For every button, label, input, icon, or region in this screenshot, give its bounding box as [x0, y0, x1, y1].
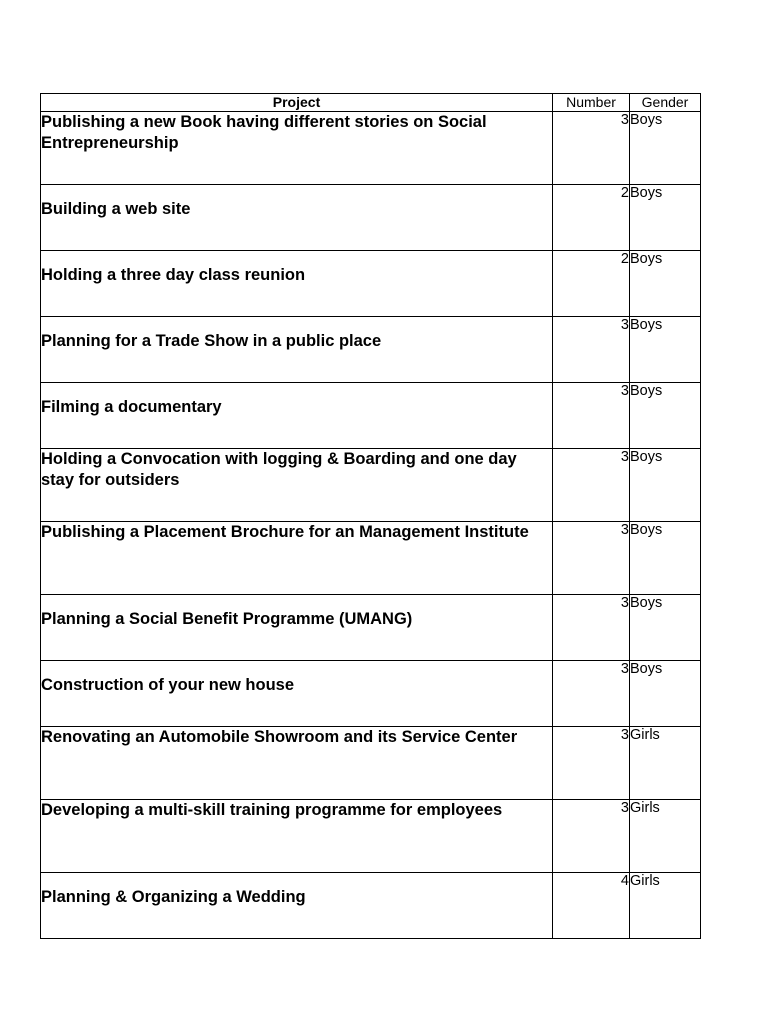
header-project: Project [41, 94, 553, 112]
number-cell: 3 [553, 800, 630, 873]
gender-cell: Boys [630, 251, 701, 317]
gender-cell: Boys [630, 595, 701, 661]
gender-cell: Boys [630, 661, 701, 727]
project-table [40, 93, 701, 939]
gender-cell: Boys [630, 449, 701, 522]
table-row [41, 383, 701, 449]
table-row [41, 522, 701, 595]
table-row [41, 595, 701, 661]
number-cell: 3 [553, 727, 630, 800]
project-cell: Construction of your new house [41, 661, 553, 727]
table-row [41, 251, 701, 317]
project-cell: Holding a Convocation with logging & Boarding and one day stay for outsiders [41, 449, 553, 522]
number-cell: 4 [553, 873, 630, 939]
table-row [41, 873, 701, 939]
project-cell: Planning for a Trade Show in a public place [41, 317, 553, 383]
project-cell: Building a web site [41, 185, 553, 251]
table-row [41, 185, 701, 251]
table-row [41, 800, 701, 873]
number-cell: 3 [553, 449, 630, 522]
project-cell: Holding a three day class reunion [41, 251, 553, 317]
gender-cell: Boys [630, 185, 701, 251]
gender-cell: Girls [630, 873, 701, 939]
number-cell: 3 [553, 317, 630, 383]
header-row [41, 94, 701, 112]
table-row [41, 112, 701, 185]
project-cell: Filming a documentary [41, 383, 553, 449]
number-cell: 3 [553, 112, 630, 185]
gender-cell: Boys [630, 383, 701, 449]
project-cell: Planning & Organizing a Wedding [41, 873, 553, 939]
project-cell: Publishing a Placement Brochure for an Management Institute [41, 522, 553, 595]
gender-cell: Girls [630, 727, 701, 800]
project-cell: Planning a Social Benefit Programme (UMANG) [41, 595, 553, 661]
project-cell: Renovating an Automobile Showroom and its Service Center [41, 727, 553, 800]
header-gender: Gender [630, 94, 701, 112]
header-number: Number [553, 94, 630, 112]
project-cell: Developing a multi-skill training programme for employees [41, 800, 553, 873]
table-row [41, 661, 701, 727]
number-cell: 2 [553, 251, 630, 317]
table-row [41, 317, 701, 383]
project-cell: Publishing a new Book having different stories on Social Entrepreneurship [41, 112, 553, 185]
number-cell: 3 [553, 595, 630, 661]
gender-cell: Boys [630, 112, 701, 185]
number-cell: 3 [553, 522, 630, 595]
table-body [41, 112, 701, 939]
gender-cell: Girls [630, 800, 701, 873]
table-row [41, 449, 701, 522]
number-cell: 2 [553, 185, 630, 251]
table-row [41, 727, 701, 800]
gender-cell: Boys [630, 317, 701, 383]
number-cell: 3 [553, 383, 630, 449]
table-header [41, 94, 701, 112]
gender-cell: Boys [630, 522, 701, 595]
number-cell: 3 [553, 661, 630, 727]
